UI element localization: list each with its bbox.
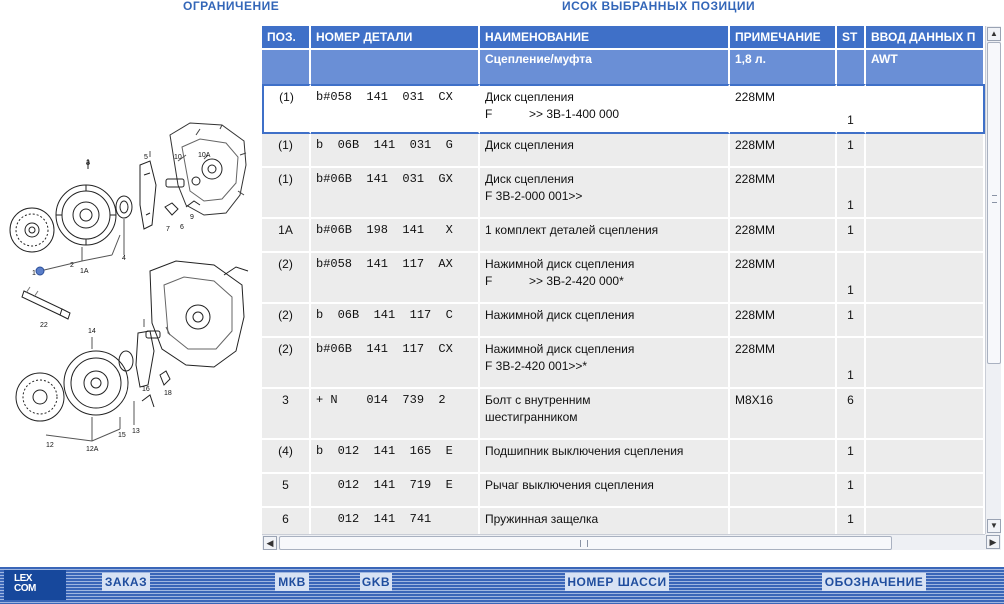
table-subheader-row bbox=[262, 50, 985, 84]
row-name bbox=[480, 389, 730, 440]
row-note bbox=[730, 508, 837, 534]
row-qty: 1 bbox=[837, 168, 866, 219]
row-name-line1: Болт с внутренним bbox=[485, 393, 591, 407]
row-part-number: b#058 141 117 AX bbox=[311, 253, 480, 304]
callout-4: 4 bbox=[122, 255, 126, 262]
row-qty: 1 bbox=[837, 338, 866, 389]
row-input[interactable] bbox=[866, 389, 985, 440]
row-input[interactable] bbox=[866, 440, 985, 474]
col-header-name[interactable]: НАИМЕНОВАНИЕ bbox=[480, 26, 730, 50]
row-name-line2: F >> 3B-2-420 000* bbox=[485, 274, 624, 288]
row-name-line1: Пружинная защелка bbox=[485, 512, 599, 526]
vertical-scroll-thumb[interactable] bbox=[987, 42, 1001, 364]
callout-12a: 12A bbox=[86, 446, 99, 453]
row-input[interactable] bbox=[866, 134, 985, 168]
row-qty: 1 bbox=[837, 219, 866, 253]
table-row[interactable] bbox=[262, 84, 985, 134]
row-qty: 6 bbox=[837, 389, 866, 440]
row-part-number: b 012 141 165 E bbox=[311, 440, 480, 474]
callout-10a: 10A bbox=[198, 152, 211, 159]
row-pos: 6 bbox=[262, 508, 311, 534]
table-row[interactable] bbox=[262, 474, 985, 508]
row-input[interactable] bbox=[866, 219, 985, 253]
lexcom-logo bbox=[4, 570, 66, 600]
callout-22: 22 bbox=[40, 322, 48, 329]
table-row[interactable] bbox=[262, 253, 985, 304]
row-name bbox=[480, 84, 730, 134]
row-name bbox=[480, 338, 730, 389]
row-note bbox=[730, 474, 837, 508]
row-pos: (1) bbox=[262, 84, 311, 134]
logo-line2: COM bbox=[14, 583, 36, 594]
row-note: M8X16 bbox=[730, 389, 837, 440]
row-name-line2: F 3B-2-000 001>> bbox=[485, 189, 583, 203]
row-name-line2: шестигранником bbox=[485, 410, 578, 424]
subheader-engine: 1,8 л. bbox=[730, 50, 837, 84]
row-note: 228MM bbox=[730, 168, 837, 219]
row-note: 228MM bbox=[730, 338, 837, 389]
subheader-st bbox=[837, 50, 866, 84]
parts-diagram[interactable] bbox=[0, 95, 258, 465]
row-name bbox=[480, 219, 730, 253]
row-qty: 1 bbox=[837, 508, 866, 534]
callout-14: 14 bbox=[88, 328, 96, 335]
scroll-right-icon[interactable]: ▶ bbox=[986, 535, 1000, 549]
col-header-input[interactable]: ВВОД ДАННЫХ П bbox=[866, 26, 985, 50]
callout-16: 16 bbox=[142, 386, 150, 393]
subheader-engine-code: AWT bbox=[866, 50, 985, 84]
selected-positions-link[interactable]: ИСОК ВЫБРАННЫХ ПОЗИЦИИ bbox=[562, 0, 756, 13]
row-name-line1: Подшипник выключения сцепления bbox=[485, 444, 684, 458]
row-name-line2: F 3B-2-420 001>>* bbox=[485, 359, 588, 373]
callout-13: 13 bbox=[132, 428, 140, 435]
row-input[interactable] bbox=[866, 508, 985, 534]
row-part-number: b#06B 141 031 GX bbox=[311, 168, 480, 219]
row-qty: 1 bbox=[837, 253, 866, 304]
callout-2: 2 bbox=[70, 262, 74, 269]
grip-icon bbox=[992, 195, 997, 203]
row-pos: (1) bbox=[262, 168, 311, 219]
bottom-toolbar bbox=[0, 567, 1004, 604]
row-pos: (2) bbox=[262, 253, 311, 304]
scroll-left-icon[interactable]: ◀ bbox=[263, 536, 277, 550]
row-qty: 1 bbox=[837, 474, 866, 508]
order-button[interactable]: ЗАКАЗ bbox=[102, 573, 150, 591]
row-name-line1: Нажимной диск сцепления bbox=[485, 342, 635, 356]
logo-line1: LEX bbox=[14, 573, 32, 584]
row-input[interactable] bbox=[866, 474, 985, 508]
callout-6: 6 bbox=[180, 224, 184, 231]
table-row[interactable] bbox=[262, 338, 985, 389]
row-name-line1: Нажимной диск сцепления bbox=[485, 308, 635, 322]
row-pos: 3 bbox=[262, 389, 311, 440]
row-name bbox=[480, 440, 730, 474]
row-name bbox=[480, 474, 730, 508]
row-part-number: b#06B 198 141 X bbox=[311, 219, 480, 253]
callout-12: 12 bbox=[46, 442, 54, 449]
row-name-line1: Нажимной диск сцепления bbox=[485, 257, 635, 271]
parts-table bbox=[262, 26, 985, 534]
row-name-line1: Диск сцепления bbox=[485, 172, 574, 186]
designation-button[interactable]: ОБОЗНАЧЕНИЕ bbox=[822, 573, 926, 591]
row-input[interactable] bbox=[866, 253, 985, 304]
callout-15: 15 bbox=[118, 432, 126, 439]
row-name bbox=[480, 508, 730, 534]
row-note: 228MM bbox=[730, 304, 837, 338]
table-row[interactable] bbox=[262, 508, 985, 534]
row-pos: 5 bbox=[262, 474, 311, 508]
table-row[interactable] bbox=[262, 389, 985, 440]
callout-7: 7 bbox=[166, 226, 170, 233]
row-part-number: + N 014 739 2 bbox=[311, 389, 480, 440]
row-qty: 1 bbox=[837, 440, 866, 474]
row-pos: 1A bbox=[262, 219, 311, 253]
row-qty: 1 bbox=[837, 134, 866, 168]
row-input[interactable] bbox=[866, 168, 985, 219]
table-row[interactable] bbox=[262, 440, 985, 474]
row-pos: (2) bbox=[262, 338, 311, 389]
subheader-number bbox=[311, 50, 480, 84]
row-part-number: 012 141 741 bbox=[311, 508, 480, 534]
row-part-number: b#058 141 031 CX bbox=[311, 84, 480, 134]
restriction-link[interactable]: ОГРАНИЧЕНИЕ bbox=[183, 0, 280, 13]
horizontal-scrollbar[interactable] bbox=[262, 534, 985, 550]
parts-table-viewport bbox=[262, 26, 985, 534]
row-note: 228MM bbox=[730, 219, 837, 253]
row-name-line1: Диск сцепления bbox=[485, 138, 574, 152]
gkb-button[interactable]: GKB bbox=[361, 575, 391, 589]
row-input[interactable] bbox=[866, 338, 985, 389]
col-header-number[interactable]: НОМЕР ДЕТАЛИ bbox=[311, 26, 480, 50]
row-name-line1: Рычаг выключения сцепления bbox=[485, 478, 654, 492]
subheader-pos bbox=[262, 50, 311, 84]
row-part-number: b#06B 141 117 CX bbox=[311, 338, 480, 389]
row-note: 228MM bbox=[730, 253, 837, 304]
table-row[interactable] bbox=[262, 168, 985, 219]
callout-10: 10 bbox=[174, 154, 182, 161]
table-row[interactable] bbox=[262, 219, 985, 253]
callout-1: 1 bbox=[32, 270, 36, 277]
row-name-line2: F >> 3B-1-400 000 bbox=[485, 107, 620, 121]
callout-1a: 1A bbox=[80, 268, 89, 275]
row-part-number: 012 141 719 E bbox=[311, 474, 480, 508]
callout-18: 18 bbox=[164, 390, 172, 397]
row-pos: (4) bbox=[262, 440, 311, 474]
table-row[interactable] bbox=[262, 304, 985, 338]
row-pos: (1) bbox=[262, 134, 311, 168]
row-note: 228MM bbox=[730, 134, 837, 168]
row-name bbox=[480, 253, 730, 304]
row-name bbox=[480, 134, 730, 168]
row-name-line1: 1 комплект деталей сцепления bbox=[485, 223, 659, 237]
table-row[interactable] bbox=[262, 134, 985, 168]
callout-5: 5 bbox=[144, 154, 148, 161]
col-header-st[interactable]: ST bbox=[837, 26, 866, 50]
vertical-scrollbar[interactable] bbox=[985, 26, 1001, 534]
callout-3: 3 bbox=[86, 160, 90, 167]
col-header-note[interactable]: ПРИМЕЧАНИЕ bbox=[730, 26, 837, 50]
mkb-button[interactable]: МКВ bbox=[275, 573, 309, 591]
callout-9: 9 bbox=[190, 214, 194, 221]
table-header-row bbox=[262, 26, 985, 50]
chassis-number-button[interactable]: НОМЕР ШАССИ bbox=[565, 573, 669, 591]
col-header-pos[interactable]: ПОЗ. bbox=[262, 26, 311, 50]
row-part-number: b 06B 141 031 G bbox=[311, 134, 480, 168]
row-pos: (2) bbox=[262, 304, 311, 338]
row-qty: 1 bbox=[837, 84, 866, 134]
row-input[interactable] bbox=[866, 84, 985, 134]
row-note bbox=[730, 440, 837, 474]
row-note: 228MM bbox=[730, 84, 837, 134]
row-name-line1: Диск сцепления bbox=[485, 90, 574, 104]
row-input[interactable] bbox=[866, 304, 985, 338]
subheader-group: Сцепление/муфта bbox=[480, 50, 730, 84]
row-name bbox=[480, 168, 730, 219]
row-qty: 1 bbox=[837, 304, 866, 338]
horizontal-scroll-thumb[interactable] bbox=[279, 536, 892, 550]
row-part-number: b 06B 141 117 C bbox=[311, 304, 480, 338]
scrollbar-corner bbox=[985, 534, 1001, 550]
row-name bbox=[480, 304, 730, 338]
grip-icon bbox=[580, 540, 588, 547]
scroll-up-icon[interactable]: ▲ bbox=[987, 27, 1001, 41]
scroll-down-icon[interactable]: ▼ bbox=[987, 519, 1001, 533]
